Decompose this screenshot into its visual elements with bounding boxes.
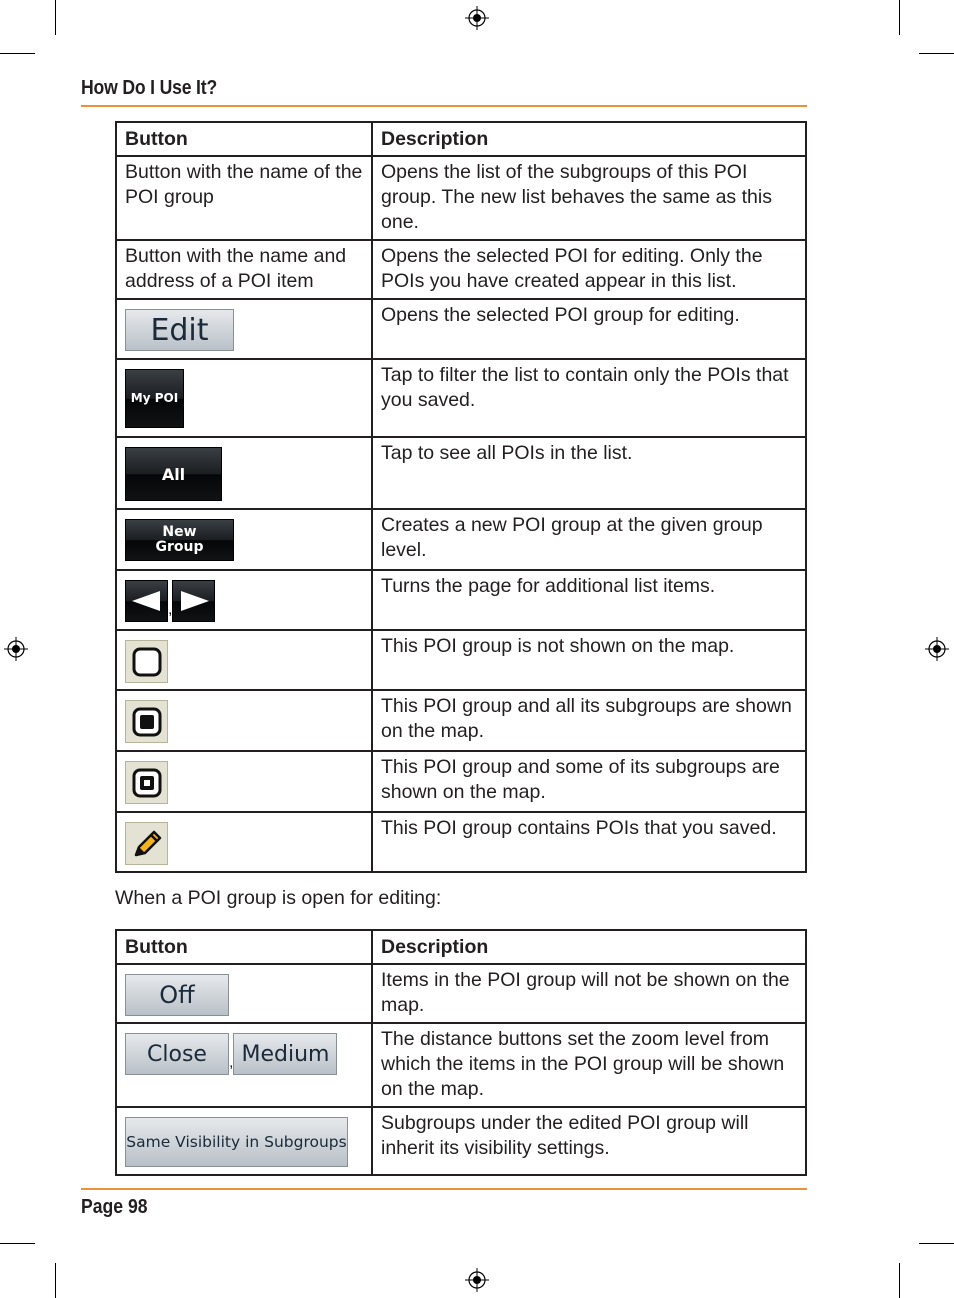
button-cell — [116, 690, 372, 751]
same-visibility-button[interactable] — [125, 1117, 348, 1167]
empty-checkbox-icon — [125, 640, 168, 683]
footer-rule — [81, 1188, 807, 1190]
table-row — [116, 751, 806, 812]
header-rule — [81, 105, 807, 107]
description-cell: Turns the page for additional list items. — [372, 570, 806, 630]
crop-mark — [919, 53, 954, 54]
description-cell: Opens the list of the subgroups of this POI group. The new list behaves the same as this one. — [372, 156, 806, 240]
button-cell — [116, 1107, 372, 1175]
table-row — [116, 1107, 806, 1175]
arrow-left-icon — [130, 589, 164, 613]
crop-mark — [0, 1243, 35, 1244]
description-cell: This POI group and all its subgroups are shown on the map. — [372, 690, 806, 751]
description-cell: Creates a new POI group at the given group level. — [372, 509, 806, 570]
previous-page-button[interactable] — [125, 580, 168, 622]
button-cell: Button with the name and address of a POI item — [116, 240, 372, 299]
table-row — [116, 359, 806, 437]
edit-button[interactable] — [125, 309, 234, 351]
intro-text: When a POI group is open for editing: — [115, 887, 442, 909]
page-number: Page 98 — [81, 1196, 148, 1218]
partial-checkbox-icon — [125, 761, 168, 804]
button-cell — [116, 570, 372, 630]
description-cell: Opens the selected POI for editing. Only the POIs you have created appear in this list. — [372, 240, 806, 299]
description-cell: Tap to see all POIs in the list. — [372, 437, 806, 509]
description-cell: This POI group and some of its subgroups are shown on the map. — [372, 751, 806, 812]
registration-mark-icon — [4, 637, 28, 661]
my-poi-button-label: My POI — [130, 391, 179, 405]
description-cell: Opens the selected POI group for editing. — [372, 299, 806, 359]
button-cell — [116, 812, 372, 872]
all-button-label: All — [161, 464, 186, 484]
same-visibility-button-label: Same Visibility in Subgroups — [126, 1132, 347, 1151]
button-cell — [116, 964, 372, 1023]
page-header-title: How Do I Use It? — [81, 77, 218, 99]
table-row — [116, 812, 806, 872]
off-button-label: Off — [159, 980, 195, 1009]
pencil-icon — [125, 822, 168, 865]
crop-mark — [55, 1263, 56, 1298]
my-poi-button[interactable] — [125, 369, 184, 428]
registration-mark-icon — [465, 1268, 489, 1292]
table-row — [116, 964, 806, 1023]
separator-comma: , — [229, 1054, 234, 1071]
medium-button[interactable] — [233, 1033, 337, 1075]
registration-mark-icon — [925, 637, 949, 661]
medium-button-label: Medium — [241, 1041, 330, 1067]
column-header-description: Description — [372, 122, 806, 156]
table-row — [116, 156, 806, 240]
arrow-right-icon — [177, 589, 211, 613]
crop-mark — [0, 53, 35, 54]
description-cell: This POI group is not shown on the map. — [372, 630, 806, 690]
crop-mark — [899, 0, 900, 35]
crop-mark — [899, 1263, 900, 1298]
next-page-button[interactable] — [172, 580, 215, 622]
crop-mark — [919, 1243, 954, 1244]
button-cell — [116, 1023, 372, 1107]
crop-mark — [55, 0, 56, 35]
table-header-row — [116, 122, 806, 156]
description-cell: This POI group contains POIs that you saved. — [372, 812, 806, 872]
registration-mark-icon — [465, 6, 489, 30]
description-cell: The distance buttons set the zoom level from which the items in the POI group will be shown on the map. — [372, 1023, 806, 1107]
button-cell — [116, 359, 372, 437]
off-button[interactable] — [125, 974, 229, 1016]
table-row — [116, 570, 806, 630]
separator-comma: , — [168, 601, 173, 618]
all-button[interactable] — [125, 447, 222, 501]
description-cell: Tap to filter the list to contain only the POIs that you saved. — [372, 359, 806, 437]
table-row — [116, 509, 806, 570]
button-cell — [116, 630, 372, 690]
new-group-label-line1: New — [162, 524, 197, 540]
table-header-row — [116, 930, 806, 964]
table-row — [116, 299, 806, 359]
button-cell — [116, 509, 372, 570]
new-group-button[interactable] — [125, 519, 234, 561]
new-group-label-line2: Group — [155, 539, 204, 555]
column-header-description: Description — [372, 930, 806, 964]
table-row — [116, 1023, 806, 1107]
filled-checkbox-icon — [125, 700, 168, 743]
editing-button-description-table — [115, 929, 807, 1176]
close-button-label: Close — [147, 1041, 207, 1067]
button-cell — [116, 437, 372, 509]
table-row — [116, 690, 806, 751]
description-cell: Items in the POI group will not be shown on the map. — [372, 964, 806, 1023]
button-cell — [116, 751, 372, 812]
column-header-button: Button — [116, 122, 372, 156]
table-row — [116, 437, 806, 509]
button-description-table — [115, 121, 807, 873]
table-row — [116, 240, 806, 299]
edit-button-label: Edit — [150, 312, 209, 348]
description-cell: Subgroups under the edited POI group will inherit its visibility settings. — [372, 1107, 806, 1175]
column-header-button: Button — [116, 930, 372, 964]
close-button[interactable] — [125, 1033, 229, 1075]
button-cell — [116, 299, 372, 359]
table-row — [116, 630, 806, 690]
button-cell: Button with the name of the POI group — [116, 156, 372, 240]
